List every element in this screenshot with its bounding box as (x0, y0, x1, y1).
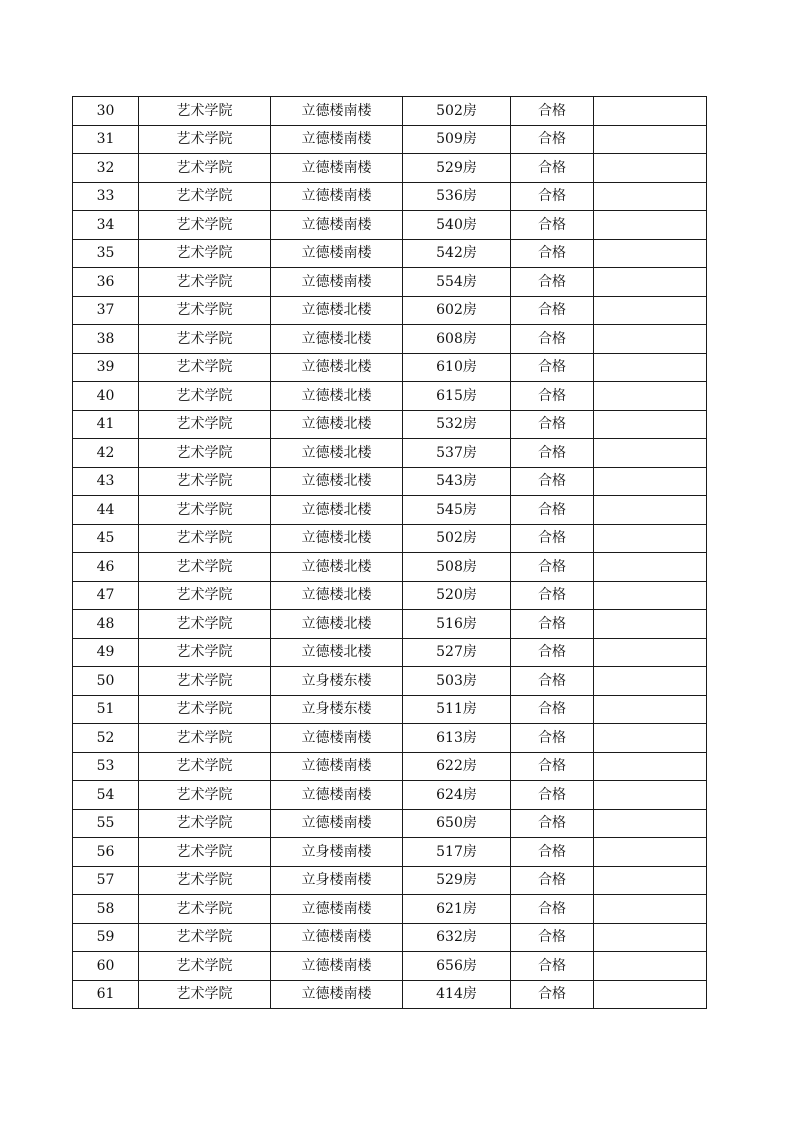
room-cell: 615房 (403, 382, 511, 411)
row-number-cell: 51 (73, 695, 139, 724)
table-row (73, 923, 707, 952)
building-cell: 立德楼南楼 (271, 211, 403, 240)
table-row (73, 752, 707, 781)
table-row (73, 638, 707, 667)
row-number-cell: 33 (73, 182, 139, 211)
note-cell (594, 353, 707, 382)
college-cell: 艺术学院 (139, 382, 271, 411)
college-cell: 艺术学院 (139, 866, 271, 895)
result-cell: 合格 (511, 296, 594, 325)
result-cell: 合格 (511, 809, 594, 838)
building-cell: 立德楼北楼 (271, 638, 403, 667)
result-cell: 合格 (511, 467, 594, 496)
result-cell: 合格 (511, 496, 594, 525)
table-row (73, 980, 707, 1009)
table-row (73, 268, 707, 297)
row-number-cell: 56 (73, 838, 139, 867)
college-cell: 艺术学院 (139, 952, 271, 981)
table-row (73, 211, 707, 240)
row-number-cell: 40 (73, 382, 139, 411)
college-cell: 艺术学院 (139, 895, 271, 924)
result-cell: 合格 (511, 866, 594, 895)
building-cell: 立德楼南楼 (271, 809, 403, 838)
college-cell: 艺术学院 (139, 154, 271, 183)
row-number-cell: 57 (73, 866, 139, 895)
note-cell (594, 268, 707, 297)
note-cell (594, 382, 707, 411)
result-cell: 合格 (511, 724, 594, 753)
building-cell: 立德楼南楼 (271, 752, 403, 781)
row-number-cell: 55 (73, 809, 139, 838)
room-cell: 650房 (403, 809, 511, 838)
table-row (73, 667, 707, 696)
college-cell: 艺术学院 (139, 610, 271, 639)
room-cell: 529房 (403, 154, 511, 183)
building-cell: 立德楼北楼 (271, 581, 403, 610)
college-cell: 艺术学院 (139, 838, 271, 867)
note-cell (594, 439, 707, 468)
table-row (73, 325, 707, 354)
table-row (73, 895, 707, 924)
building-cell: 立德楼北楼 (271, 353, 403, 382)
note-cell (594, 952, 707, 981)
row-number-cell: 42 (73, 439, 139, 468)
building-cell: 立德楼南楼 (271, 980, 403, 1009)
building-cell: 立德楼南楼 (271, 952, 403, 981)
note-cell (594, 467, 707, 496)
note-cell (594, 695, 707, 724)
college-cell: 艺术学院 (139, 353, 271, 382)
table-row (73, 781, 707, 810)
note-cell (594, 410, 707, 439)
building-cell: 立身楼南楼 (271, 838, 403, 867)
college-cell: 艺术学院 (139, 809, 271, 838)
row-number-cell: 38 (73, 325, 139, 354)
note-cell (594, 97, 707, 126)
result-cell: 合格 (511, 524, 594, 553)
building-cell: 立德楼南楼 (271, 268, 403, 297)
college-cell: 艺术学院 (139, 581, 271, 610)
building-cell: 立德楼南楼 (271, 125, 403, 154)
college-cell: 艺术学院 (139, 638, 271, 667)
room-cell: 536房 (403, 182, 511, 211)
row-number-cell: 54 (73, 781, 139, 810)
room-cell: 503房 (403, 667, 511, 696)
result-cell: 合格 (511, 239, 594, 268)
building-cell: 立身楼东楼 (271, 695, 403, 724)
college-cell: 艺术学院 (139, 239, 271, 268)
building-cell: 立德楼北楼 (271, 410, 403, 439)
row-number-cell: 48 (73, 610, 139, 639)
table-row (73, 866, 707, 895)
table-row (73, 838, 707, 867)
college-cell: 艺术学院 (139, 695, 271, 724)
building-cell: 立德楼北楼 (271, 553, 403, 582)
row-number-cell: 44 (73, 496, 139, 525)
note-cell (594, 610, 707, 639)
note-cell (594, 923, 707, 952)
room-cell: 517房 (403, 838, 511, 867)
room-cell: 632房 (403, 923, 511, 952)
table-body (73, 97, 707, 1009)
row-number-cell: 46 (73, 553, 139, 582)
building-cell: 立德楼南楼 (271, 97, 403, 126)
row-number-cell: 37 (73, 296, 139, 325)
result-cell: 合格 (511, 610, 594, 639)
table-row (73, 353, 707, 382)
row-number-cell: 39 (73, 353, 139, 382)
table-row (73, 439, 707, 468)
building-cell: 立德楼北楼 (271, 439, 403, 468)
building-cell: 立德楼北楼 (271, 296, 403, 325)
room-cell: 509房 (403, 125, 511, 154)
note-cell (594, 781, 707, 810)
result-cell: 合格 (511, 353, 594, 382)
college-cell: 艺术学院 (139, 496, 271, 525)
table-row (73, 239, 707, 268)
note-cell (594, 496, 707, 525)
result-cell: 合格 (511, 781, 594, 810)
note-cell (594, 895, 707, 924)
note-cell (594, 182, 707, 211)
table-row (73, 97, 707, 126)
room-cell: 608房 (403, 325, 511, 354)
row-number-cell: 32 (73, 154, 139, 183)
result-cell: 合格 (511, 268, 594, 297)
table-row (73, 553, 707, 582)
building-cell: 立德楼北楼 (271, 467, 403, 496)
college-cell: 艺术学院 (139, 268, 271, 297)
row-number-cell: 52 (73, 724, 139, 753)
result-cell: 合格 (511, 439, 594, 468)
result-cell: 合格 (511, 553, 594, 582)
table-row (73, 154, 707, 183)
room-cell: 624房 (403, 781, 511, 810)
result-cell: 合格 (511, 182, 594, 211)
table-row (73, 695, 707, 724)
note-cell (594, 724, 707, 753)
college-cell: 艺术学院 (139, 980, 271, 1009)
room-cell: 502房 (403, 524, 511, 553)
result-cell: 合格 (511, 838, 594, 867)
room-cell: 613房 (403, 724, 511, 753)
room-cell: 602房 (403, 296, 511, 325)
dorm-inspection-table (72, 96, 707, 1009)
row-number-cell: 53 (73, 752, 139, 781)
note-cell (594, 211, 707, 240)
room-cell: 622房 (403, 752, 511, 781)
result-cell: 合格 (511, 923, 594, 952)
result-cell: 合格 (511, 410, 594, 439)
room-cell: 527房 (403, 638, 511, 667)
room-cell: 542房 (403, 239, 511, 268)
room-cell: 554房 (403, 268, 511, 297)
room-cell: 610房 (403, 353, 511, 382)
building-cell: 立德楼南楼 (271, 724, 403, 753)
college-cell: 艺术学院 (139, 410, 271, 439)
room-cell: 656房 (403, 952, 511, 981)
building-cell: 立德楼南楼 (271, 895, 403, 924)
building-cell: 立德楼北楼 (271, 325, 403, 354)
result-cell: 合格 (511, 980, 594, 1009)
row-number-cell: 47 (73, 581, 139, 610)
room-cell: 516房 (403, 610, 511, 639)
result-cell: 合格 (511, 382, 594, 411)
row-number-cell: 58 (73, 895, 139, 924)
college-cell: 艺术学院 (139, 553, 271, 582)
room-cell: 540房 (403, 211, 511, 240)
note-cell (594, 553, 707, 582)
room-cell: 502房 (403, 97, 511, 126)
row-number-cell: 60 (73, 952, 139, 981)
note-cell (594, 980, 707, 1009)
room-cell: 537房 (403, 439, 511, 468)
college-cell: 艺术学院 (139, 467, 271, 496)
result-cell: 合格 (511, 638, 594, 667)
result-cell: 合格 (511, 667, 594, 696)
college-cell: 艺术学院 (139, 752, 271, 781)
row-number-cell: 43 (73, 467, 139, 496)
note-cell (594, 809, 707, 838)
college-cell: 艺术学院 (139, 296, 271, 325)
table-row (73, 610, 707, 639)
note-cell (594, 752, 707, 781)
table-row (73, 382, 707, 411)
building-cell: 立德楼北楼 (271, 524, 403, 553)
table-row (73, 125, 707, 154)
building-cell: 立德楼北楼 (271, 496, 403, 525)
room-cell: 543房 (403, 467, 511, 496)
building-cell: 立德楼北楼 (271, 382, 403, 411)
note-cell (594, 325, 707, 354)
row-number-cell: 34 (73, 211, 139, 240)
row-number-cell: 30 (73, 97, 139, 126)
college-cell: 艺术学院 (139, 524, 271, 553)
room-cell: 532房 (403, 410, 511, 439)
result-cell: 合格 (511, 325, 594, 354)
building-cell: 立德楼南楼 (271, 923, 403, 952)
row-number-cell: 49 (73, 638, 139, 667)
row-number-cell: 45 (73, 524, 139, 553)
result-cell: 合格 (511, 752, 594, 781)
room-cell: 520房 (403, 581, 511, 610)
college-cell: 艺术学院 (139, 211, 271, 240)
room-cell: 414房 (403, 980, 511, 1009)
table-row (73, 496, 707, 525)
building-cell: 立德楼南楼 (271, 781, 403, 810)
table-row (73, 581, 707, 610)
building-cell: 立德楼北楼 (271, 610, 403, 639)
college-cell: 艺术学院 (139, 125, 271, 154)
row-number-cell: 35 (73, 239, 139, 268)
college-cell: 艺术学院 (139, 724, 271, 753)
result-cell: 合格 (511, 695, 594, 724)
row-number-cell: 41 (73, 410, 139, 439)
result-cell: 合格 (511, 952, 594, 981)
note-cell (594, 838, 707, 867)
building-cell: 立德楼南楼 (271, 154, 403, 183)
table-row (73, 410, 707, 439)
result-cell: 合格 (511, 581, 594, 610)
table-row (73, 952, 707, 981)
table-row (73, 467, 707, 496)
result-cell: 合格 (511, 895, 594, 924)
college-cell: 艺术学院 (139, 97, 271, 126)
row-number-cell: 50 (73, 667, 139, 696)
row-number-cell: 31 (73, 125, 139, 154)
note-cell (594, 524, 707, 553)
result-cell: 合格 (511, 125, 594, 154)
inspection-table-page (72, 96, 707, 1009)
table-row (73, 182, 707, 211)
college-cell: 艺术学院 (139, 325, 271, 354)
college-cell: 艺术学院 (139, 923, 271, 952)
room-cell: 545房 (403, 496, 511, 525)
college-cell: 艺术学院 (139, 182, 271, 211)
room-cell: 529房 (403, 866, 511, 895)
room-cell: 621房 (403, 895, 511, 924)
college-cell: 艺术学院 (139, 781, 271, 810)
college-cell: 艺术学院 (139, 667, 271, 696)
result-cell: 合格 (511, 97, 594, 126)
college-cell: 艺术学院 (139, 439, 271, 468)
result-cell: 合格 (511, 154, 594, 183)
table-row (73, 296, 707, 325)
result-cell: 合格 (511, 211, 594, 240)
room-cell: 508房 (403, 553, 511, 582)
room-cell: 511房 (403, 695, 511, 724)
note-cell (594, 581, 707, 610)
note-cell (594, 296, 707, 325)
note-cell (594, 866, 707, 895)
table-row (73, 724, 707, 753)
note-cell (594, 125, 707, 154)
building-cell: 立身楼南楼 (271, 866, 403, 895)
row-number-cell: 59 (73, 923, 139, 952)
building-cell: 立德楼南楼 (271, 239, 403, 268)
building-cell: 立德楼南楼 (271, 182, 403, 211)
note-cell (594, 667, 707, 696)
row-number-cell: 61 (73, 980, 139, 1009)
note-cell (594, 638, 707, 667)
table-row (73, 524, 707, 553)
building-cell: 立身楼东楼 (271, 667, 403, 696)
row-number-cell: 36 (73, 268, 139, 297)
table-row (73, 809, 707, 838)
note-cell (594, 239, 707, 268)
note-cell (594, 154, 707, 183)
